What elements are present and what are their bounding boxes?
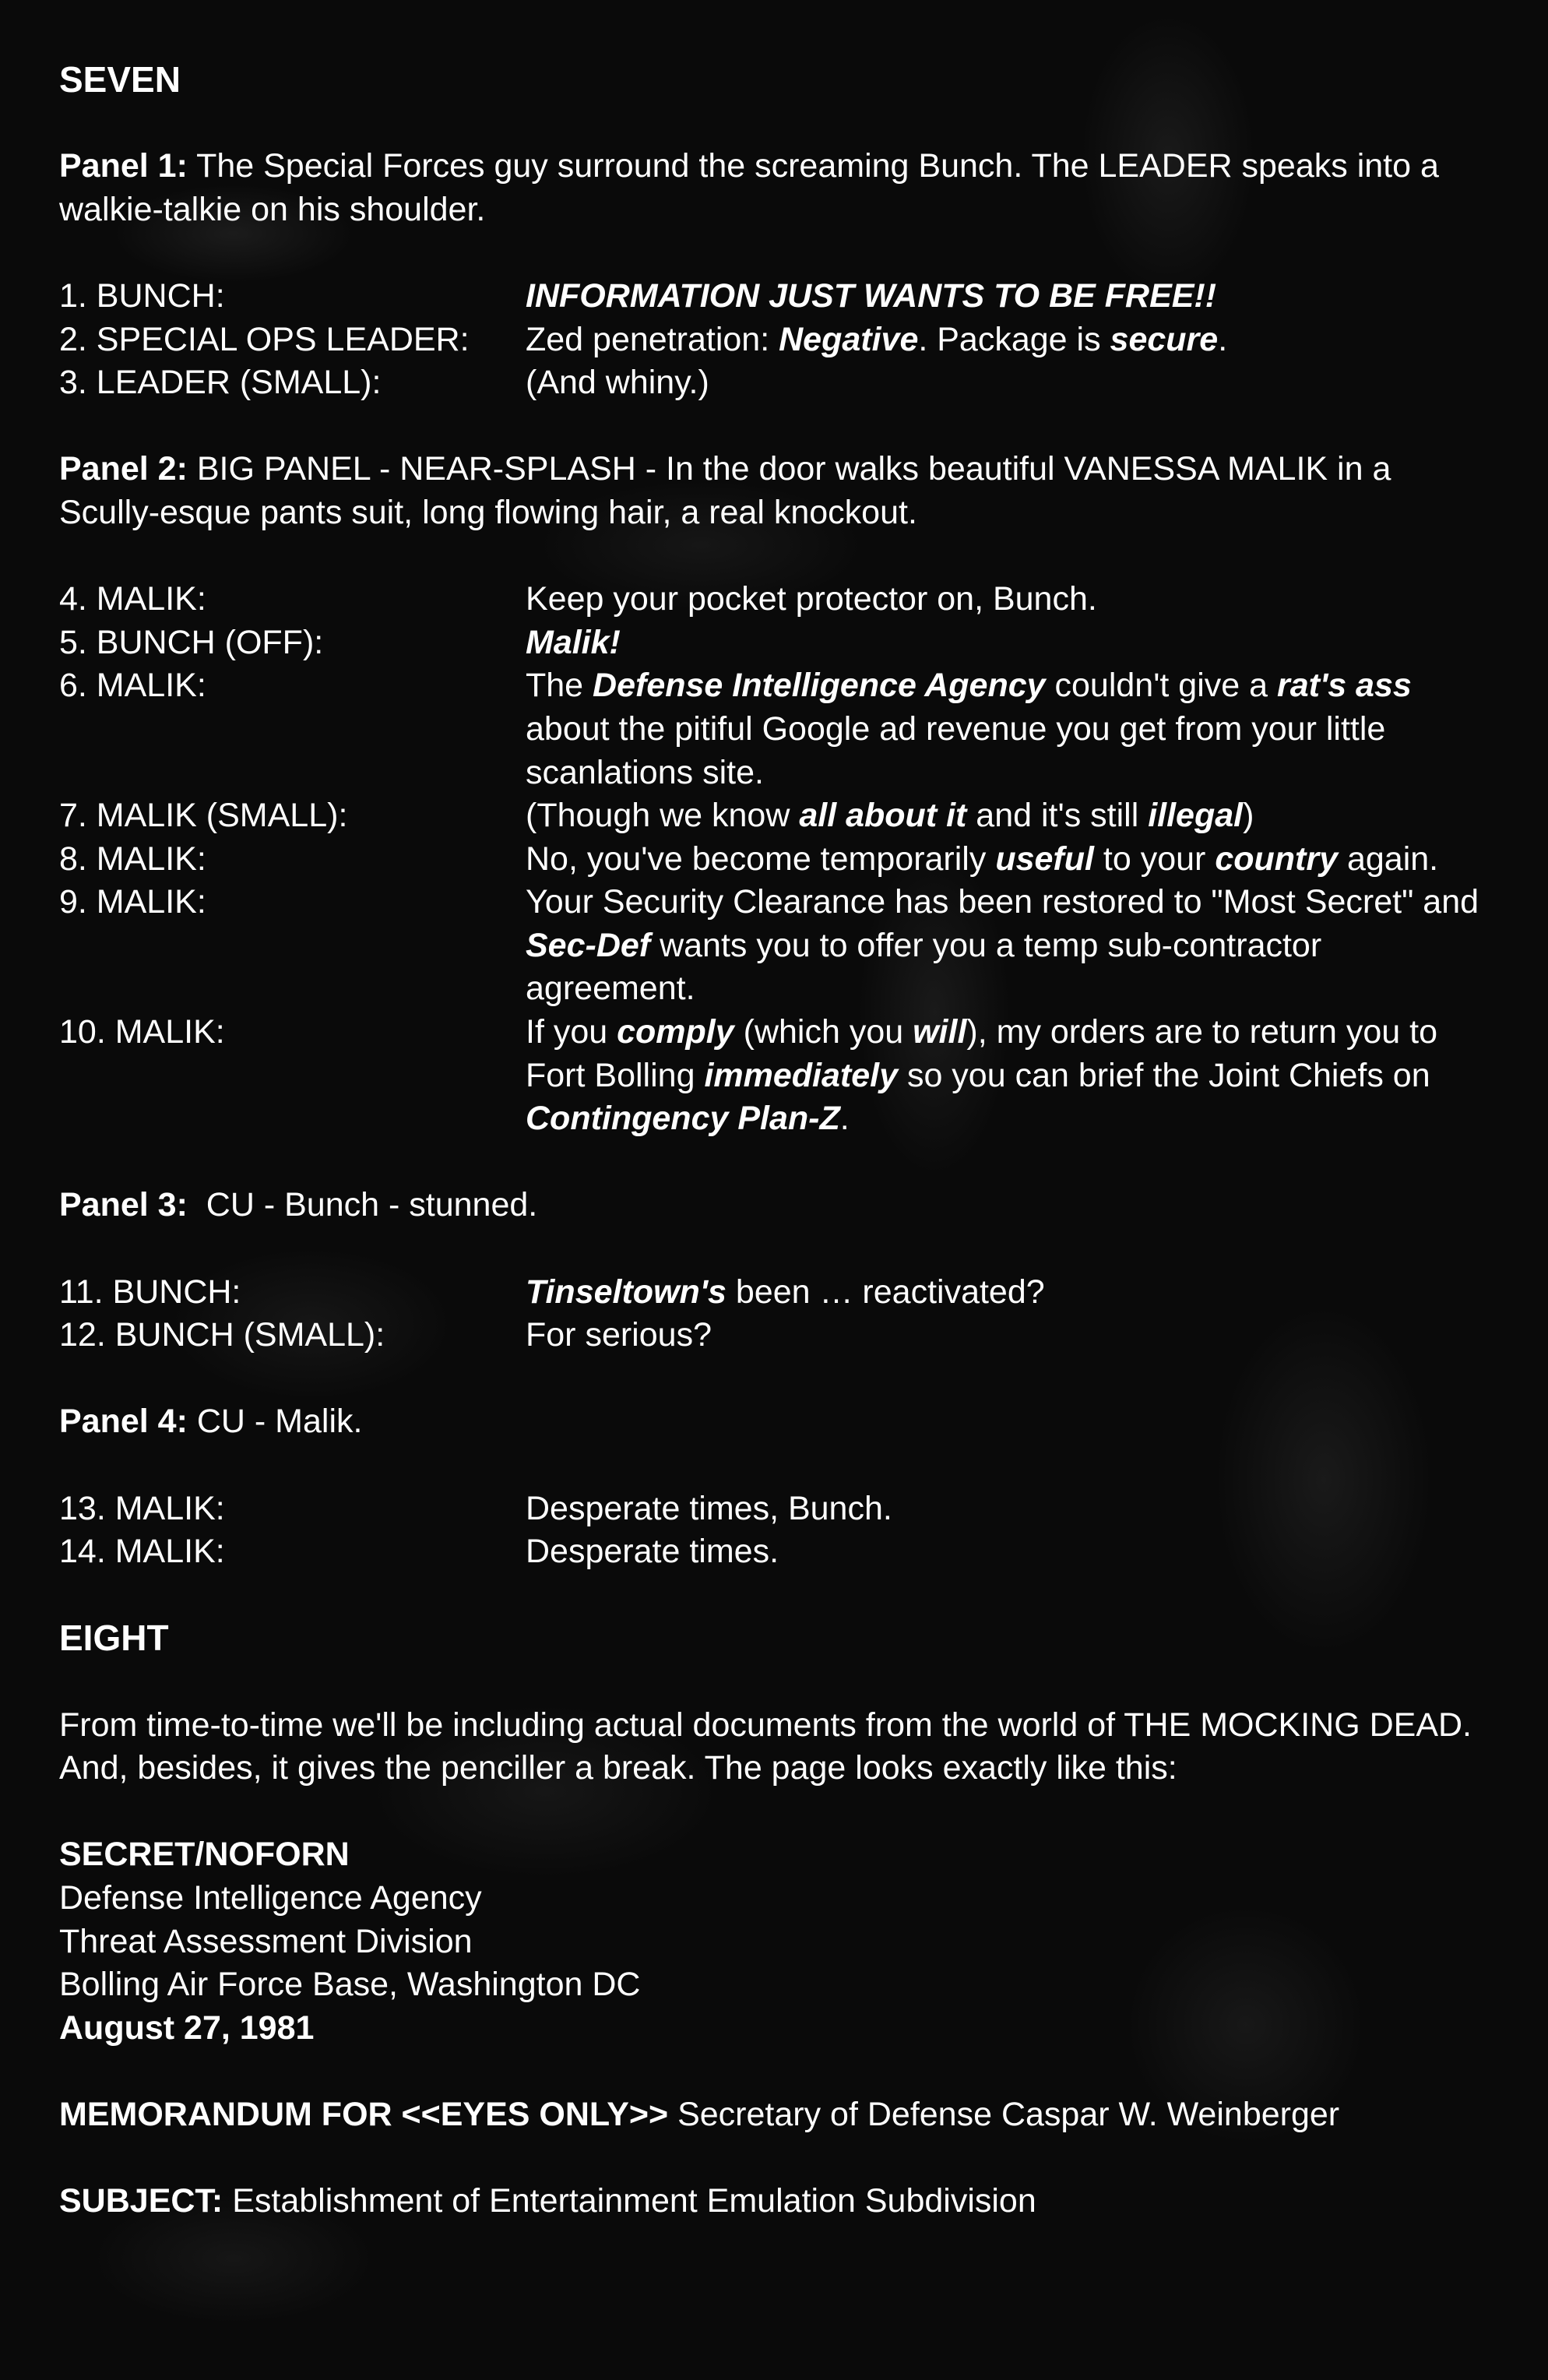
section-heading: SEVEN [59, 59, 181, 100]
dialogue-line [59, 361, 1500, 405]
dialogue-text [526, 1011, 1491, 1141]
text-run: Defense Intelligence Agency [59, 1878, 482, 1917]
text-run: From time-to-time we'll be including actual documents from the world of THE MOCKING DEAD. And, besides, it gives the penciller a break. The page looks exactly like this: [59, 1706, 1479, 1787]
spacer [59, 2050, 1500, 2093]
dialogue-text [526, 1314, 1491, 1357]
emphasis-text: Contingency Plan-Z [526, 1100, 840, 1138]
paragraph [59, 1833, 1500, 1877]
emphasis-text: Malik! [526, 623, 621, 661]
dialogue-line [59, 1011, 1500, 1141]
text-run: couldn't give a [1045, 667, 1277, 705]
paragraph [59, 1704, 1500, 1790]
text-run: Keep your pocket protector on, Bunch. [526, 580, 1097, 618]
text-run: . Package is [918, 320, 1110, 358]
dialogue-line [59, 838, 1500, 882]
spacer [59, 1574, 1500, 1618]
emphasis-text: MEMORANDUM FOR <<EYES ONLY>> [59, 2095, 669, 2133]
text-run: ) [1243, 797, 1254, 835]
speaker-label: 14. MALIK: [59, 1533, 225, 1571]
dialogue-text [526, 319, 1491, 362]
spacer [59, 405, 1500, 449]
script-document [59, 58, 1500, 2223]
speaker-label: 10. MALIK: [59, 1013, 225, 1051]
text-run: wants you to offer you a temp sub-contractor agreement. [526, 926, 1332, 1008]
paragraph [59, 2180, 1500, 2223]
text-run: CU - Malik. [187, 1403, 363, 1441]
speaker-label: 4. MALIK: [59, 580, 206, 618]
spacer [59, 1227, 1500, 1271]
text-run: Desperate times, Bunch. [526, 1489, 892, 1527]
spacer [59, 535, 1500, 579]
paragraph [59, 1921, 1500, 1964]
dialogue-text [526, 664, 1491, 794]
dialogue-line [59, 1314, 1500, 1357]
dialogue-line [59, 275, 1500, 319]
text-run: to your [1093, 840, 1216, 878]
text-run: Establishment of Entertainment Emulation Subdivision [223, 2182, 1036, 2220]
spacer [59, 1660, 1500, 1704]
emphasis-text: immediately [704, 1056, 898, 1094]
emphasis-text: all about it [799, 797, 967, 835]
text-run: . [839, 1100, 850, 1138]
emphasis-text: Tinseltown's [526, 1273, 727, 1311]
dialogue-text [526, 838, 1491, 882]
text-run: again. [1338, 840, 1439, 878]
dialogue-line [59, 794, 1500, 838]
text-run: about the pitiful Google ad revenue you get from your little scanlations site. [526, 667, 1421, 791]
dialogue-text [526, 1271, 1491, 1315]
emphasis-text: will [913, 1013, 967, 1051]
text-run: Bolling Air Force Base, Washington DC [59, 1966, 641, 2004]
text-run: If you [526, 1013, 617, 1051]
speaker-label: 6. MALIK: [59, 667, 206, 705]
text-run: Secretary of Defense Caspar W. Weinberger [668, 2095, 1340, 2133]
text-run: . [1218, 320, 1228, 358]
emphasis-text: Sec-Def [526, 926, 651, 964]
text-run: CU - Bunch - stunned. [187, 1186, 538, 1224]
speaker-label: 8. MALIK: [59, 840, 206, 878]
dialogue-line [59, 578, 1500, 621]
spacer [59, 2137, 1500, 2181]
text-run: been … reactivated? [726, 1273, 1045, 1311]
spacer [59, 102, 1500, 146]
dialogue-text [526, 794, 1491, 838]
spacer [59, 1444, 1500, 1488]
text-run: (And whiny.) [526, 364, 709, 402]
paragraph [59, 1184, 1500, 1227]
spacer [59, 1357, 1500, 1401]
speaker-label: 12. BUNCH (SMALL): [59, 1316, 385, 1354]
dialogue-line [59, 664, 1500, 794]
text-run: Your Security Clearance has been restored to "Most Secret" and [526, 883, 1488, 921]
emphasis-text: comply [617, 1013, 734, 1051]
paragraph [59, 448, 1500, 534]
text-run: (which you [734, 1013, 913, 1051]
text-run: The Special Forces guy surround the screaming Bunch. The LEADER speaks into a walkie-talkie on his shoulder. [59, 147, 1448, 228]
spacer [59, 1141, 1500, 1185]
speaker-label: 5. BUNCH (OFF): [59, 623, 324, 661]
text-run: No, you've become temporarily [526, 840, 996, 878]
speaker-label: 1. BUNCH: [59, 276, 225, 315]
paragraph [59, 1400, 1500, 1444]
dialogue-text [526, 361, 1491, 405]
dialogue-text [526, 621, 1491, 665]
emphasis-text: Panel 4: [59, 1403, 188, 1441]
emphasis-text: secure [1110, 320, 1219, 358]
dialogue-text [526, 275, 1491, 319]
paragraph [59, 2093, 1500, 2137]
dialogue-line [59, 1530, 1500, 1574]
speaker-label: 13. MALIK: [59, 1489, 225, 1527]
emphasis-text: SUBJECT: [59, 2182, 223, 2220]
emphasis-text: INFORMATION JUST WANTS TO BE FREE!! [526, 276, 1217, 315]
text-run: so you can brief the Joint Chiefs on [898, 1056, 1440, 1094]
spacer [59, 231, 1500, 275]
paragraph [59, 1963, 1500, 2007]
emphasis-text: Panel 2: [59, 450, 188, 488]
text-run: Threat Assessment Division [59, 1922, 473, 1960]
speaker-label: 3. LEADER (SMALL): [59, 364, 382, 402]
emphasis-text: rat's ass [1277, 667, 1412, 705]
emphasis-text: illegal [1148, 797, 1244, 835]
dialogue-text [526, 1488, 1491, 1531]
text-run: The [526, 667, 593, 705]
emphasis-text: SECRET/NOFORN [59, 1836, 350, 1874]
dialogue-text [526, 1530, 1491, 1574]
text-run: For serious? [526, 1316, 712, 1354]
speaker-label: 2. SPECIAL OPS LEADER: [59, 320, 470, 358]
emphasis-text: Panel 1: [59, 147, 188, 185]
dialogue-line [59, 621, 1500, 665]
dialogue-line [59, 1271, 1500, 1315]
emphasis-text: useful [995, 840, 1094, 878]
text-run: (Though we know [526, 797, 800, 835]
dialogue-text [526, 881, 1491, 1011]
dialogue-line [59, 319, 1500, 362]
dialogue-text [526, 578, 1491, 621]
emphasis-text: country [1215, 840, 1338, 878]
dialogue-line [59, 1488, 1500, 1531]
speaker-label: 9. MALIK: [59, 883, 206, 921]
dialogue-line [59, 881, 1500, 1011]
emphasis-text: Panel 3: [59, 1186, 188, 1224]
text-run: and it's still [966, 797, 1149, 835]
text-run: Desperate times. [526, 1533, 779, 1571]
speaker-label: 11. BUNCH: [59, 1273, 241, 1311]
paragraph [59, 145, 1500, 231]
text-run: ), my orders are to return you to Fort Bolling [526, 1013, 1447, 1094]
section-heading: EIGHT [59, 1618, 169, 1659]
spacer [59, 1790, 1500, 1834]
emphasis-text: Defense Intelligence Agency [593, 667, 1046, 705]
emphasis-text: Negative [779, 320, 919, 358]
speaker-label: 7. MALIK (SMALL): [59, 797, 348, 835]
emphasis-text: August 27, 1981 [59, 2009, 315, 2047]
text-run: BIG PANEL - NEAR-SPLASH - In the door walks beautiful VANESSA MALIK in a Scully-esque pants suit, long flowing hair, a real knockout. [59, 450, 1401, 531]
paragraph [59, 2007, 1500, 2051]
paragraph [59, 1877, 1500, 1921]
text-run: Zed penetration: [526, 320, 779, 358]
